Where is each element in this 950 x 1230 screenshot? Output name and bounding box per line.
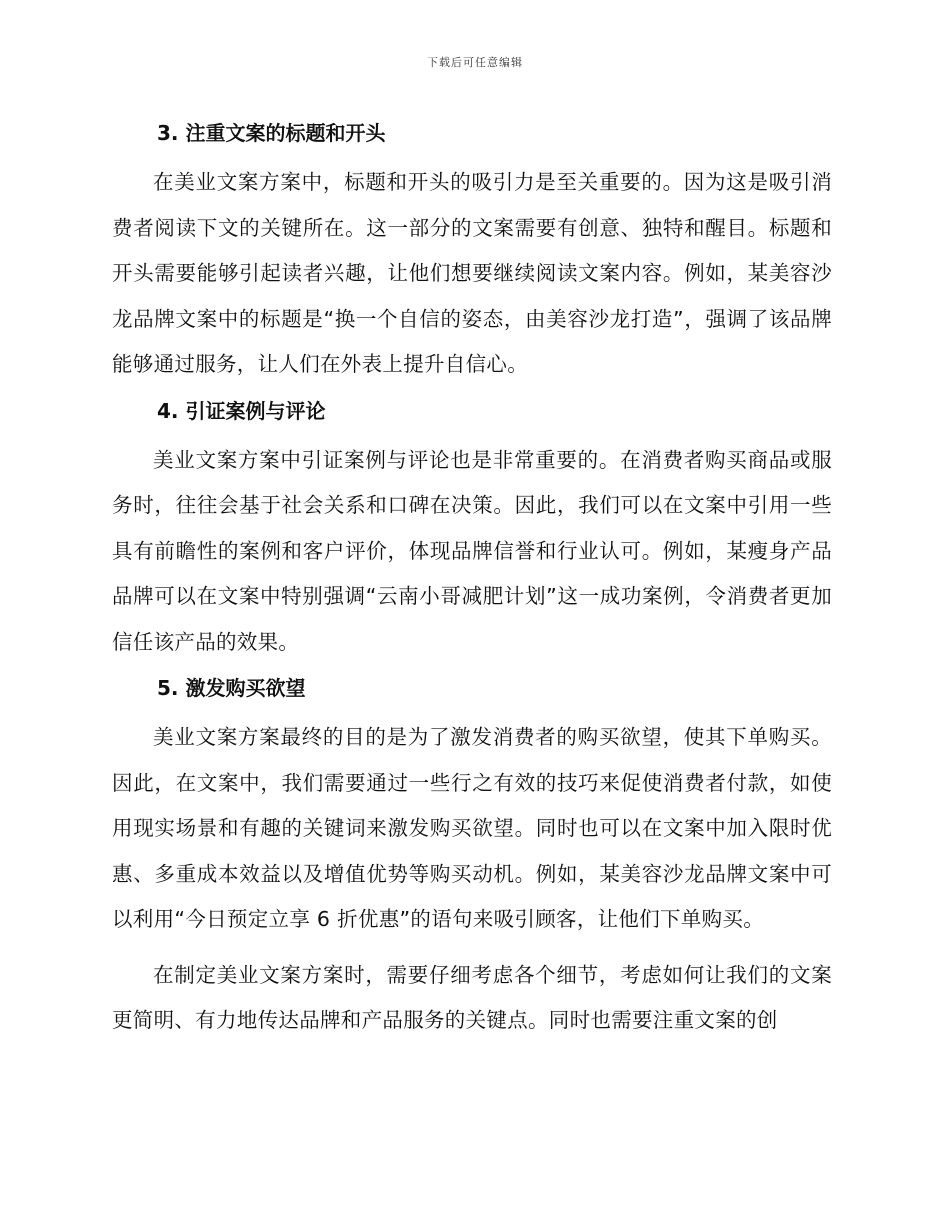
section-heading-4: 4. 引证案例与评论 xyxy=(157,398,326,423)
section-paragraph-4: 美业文案方案中引证案例与评论也是非常重要的。在消费者购买商品或服务时，往往会基于社会关系和口碑在决策。因此，我们可以在文案中引用一些具有前瞻性的案例和客户评价，体现品牌信誉和行业认可。例如，某瘦身产品品牌可以在文案中特别强调“云南小哥减肥计划”这一成功案例，令消费者更加信任该产品的效果。 xyxy=(112,447,832,654)
section-heading-3: 3. 注重文案的标题和开头 xyxy=(157,121,386,145)
section-paragraph-3: 在美业文案方案中，标题和开头的吸引力是至关重要的。因为这是吸引消费者阅读下文的关键所在。这一部分的文案需要有创意、独特和醒目。标题和开头需要能够引起读者兴趣，让他们想要继续阅读文案内容。例如，某美容沙龙品牌文案中的标题是“换一个自信的姿态，由美容沙龙打造”，强调了该品牌能够通过服务，让人们在外表上提升自信心。 xyxy=(112,170,832,376)
closing-paragraph: 在制定美业文案方案时，需要仔细考虑各个细节，考虑如何让我们的文案更简明、有力地传达品牌和产品服务的关键点。同时也需要注重文案的创 xyxy=(112,962,832,1032)
section-paragraph-5: 美业文案方案最终的目的是为了激发消费者的购买欲望，使其下单购买。因此，在文案中，我们需要通过一些行之有效的技巧来促使消费者付款，如使用现实场景和有趣的关键词来激发购买欲望。同时也可以在文案中加入限时优惠、多重成本效益以及增值优势等购买动机。例如，某美容沙龙品牌文案中可以利用“今日预定立享 6 折优惠”的语句来吸引顾客，让他们下单购买。 xyxy=(112,725,832,931)
section-heading-5: 5. 激发购买欲望 xyxy=(157,676,306,700)
document-body xyxy=(112,112,832,1044)
page-header: 下载后可任意编辑 xyxy=(427,56,523,69)
paragraph-gap xyxy=(112,943,832,953)
